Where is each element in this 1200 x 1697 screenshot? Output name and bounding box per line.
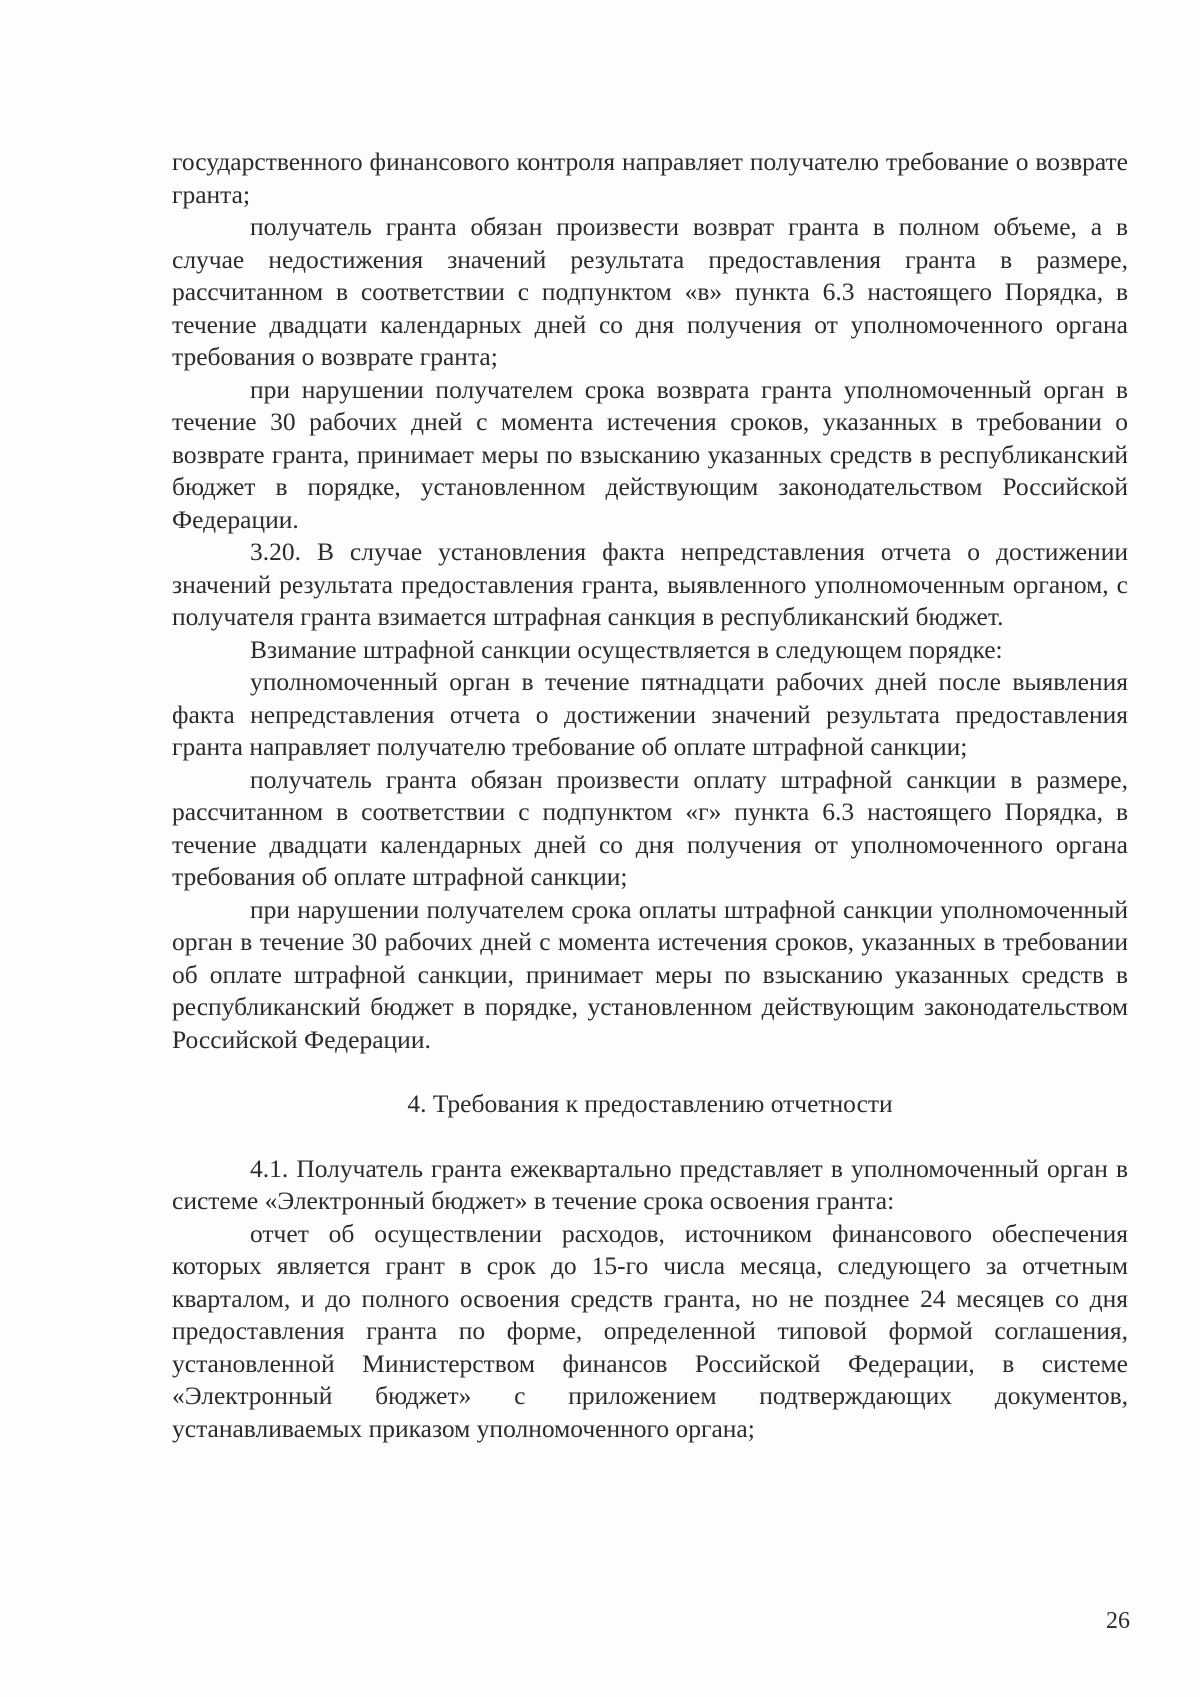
document-body	[172, 146, 1128, 1445]
paragraph-penalty-procedure: Взимание штрафной санкции осуществляется в следующем порядке:	[250, 634, 1003, 664]
paragraph-penalty-violation: при нарушении получателем срока оплаты штрафной санкции уполномоченный орган в течение 30 рабочих дней с момента истечения сроков, указанных в требовании об оплате штрафной санкции, принимает меры по взысканию указанных средств в республиканский бюджет в порядке, установленном действующим законодательством Российской Федерации.	[172, 894, 1128, 1054]
paragraph-3-20: 3.20. В случае установления факта непредставления отчета о достижении значений результата предоставления гранта, выявленного уполномоченным органом, с получателя гранта взимается штрафная санкция в республиканский бюджет.	[172, 537, 1128, 631]
paragraph-penalty-payment: получатель гранта обязан произвести оплату штрафной санкции в размере, рассчитанном в соответствии с подпунктом «г» пункта 6.3 настоящего Порядка, в течение двадцати календарных дней со дня получения от уполномоченного органа требования об оплате штрафной санкции;	[172, 764, 1128, 891]
paragraph-return-violation: при нарушении получателем срока возврата гранта уполномоченный орган в течение 30 рабочих дней с момента истечения сроков, указанных в требовании о возврате гранта, принимает меры по взысканию указанных средств в республиканский бюджет в порядке, установленном действующим законодательством Российской Федерации.	[172, 374, 1128, 534]
paragraph-grant-return-obligation: получатель гранта обязан произвести возврат гранта в полном объеме, а в случае недостижения значений результата предоставления гранта в размере, рассчитанном в соответствии с подпунктом «в» пункта 6.3 настоящего Порядка, в течение двадцати календарных дней со дня получения от уполномоченного органа требования о возврате гранта;	[172, 212, 1128, 371]
paragraph-continuation: государственного финансового контроля направляет получателю требование о возврате гранта;	[172, 147, 1128, 209]
paragraph-expense-report: отчет об осуществлении расходов, источником финансового обеспечения которых является грант в срок до 15-го числа месяца, следующего за отчетным кварталом, и до полного освоения средств гранта, но не позднее 24 месяцев со дня предоставления гранта по форме, определенной типовой формой соглашения, установленной Министерством финансов Российской Федерации, в системе «Электронный бюджет» с приложением подтверждающих документов, устанавливаемых приказом уполномоченного органа;	[172, 1218, 1128, 1443]
page-number: 26	[1106, 1608, 1130, 1634]
paragraph-4-1: 4.1. Получатель гранта ежеквартально представляет в уполномоченный орган в системе «Электронный бюджет» в течение срока освоения гранта:	[172, 1153, 1128, 1215]
section-heading: 4. Требования к предоставлению отчетности	[407, 1089, 893, 1118]
paragraph-penalty-demand: уполномоченный орган в течение пятнадцати рабочих дней после выявления факта непредставления отчета о достижении значений результата предоставления гранта направляет получателю требование об оплате штрафной санкции;	[172, 667, 1128, 761]
